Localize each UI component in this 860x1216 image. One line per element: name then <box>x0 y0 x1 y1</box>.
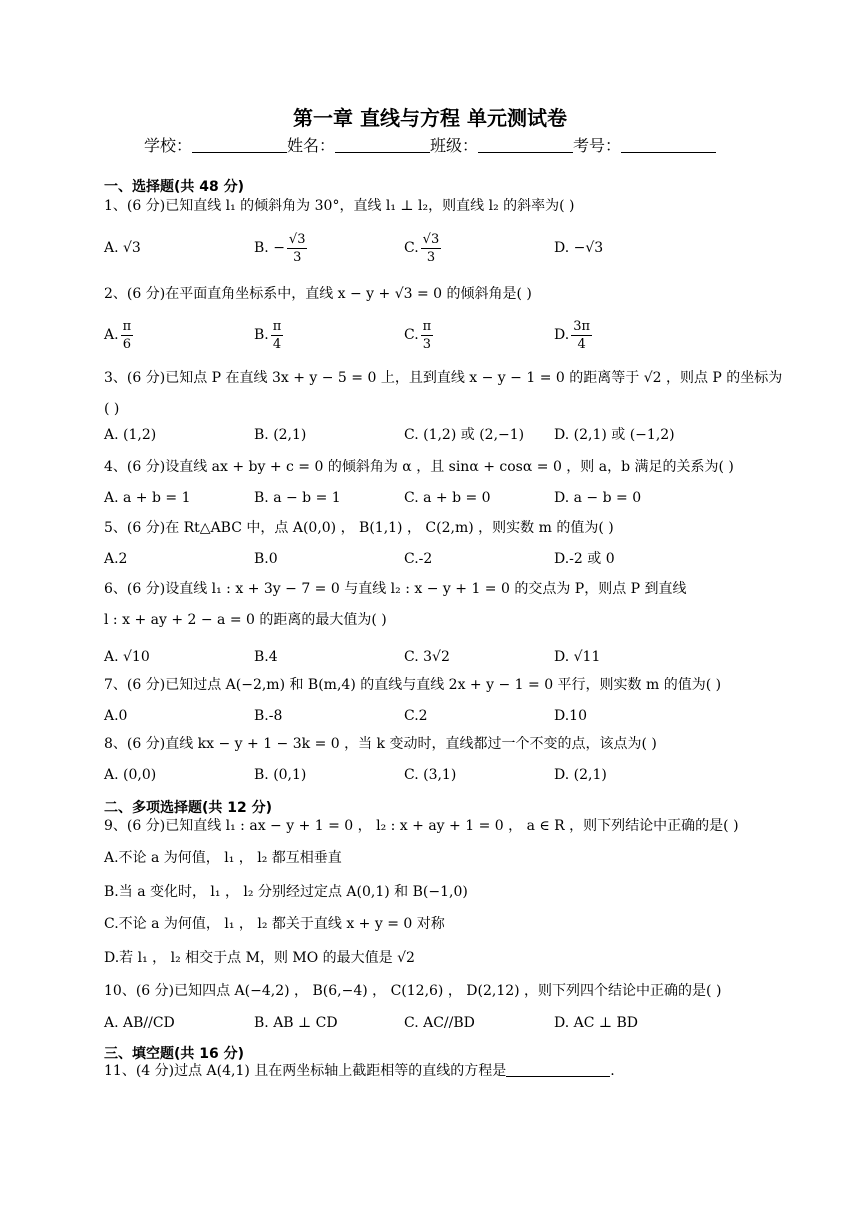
section-2-heading: 二、多项选择题(共 12 分) <box>104 800 273 816</box>
q2-option-b-fraction <box>271 318 284 353</box>
q4-option-b[interactable]: B. a − b = 1 <box>254 490 341 506</box>
exam-no-label: 考号： <box>573 136 622 155</box>
q10-option-b[interactable]: B. AB ⊥ CD <box>254 1015 338 1031</box>
numerator: π <box>272 318 282 334</box>
section-3-heading: 三、填空题(共 16 分) <box>104 1046 245 1062</box>
name-label: 姓名： <box>286 136 335 155</box>
denominator: 3 <box>293 249 302 265</box>
q9-option-a[interactable]: A.不论 a 为何值， l₁ ， l₂ 都互相垂直 <box>104 850 342 866</box>
question-9-stem: 9、(6 分)已知直线 l₁ : ax − y + 1 = 0 ， l₂ : x + ay + 1 = 0 ， a ∈ R ，则下列结论中正确的是( ) <box>104 818 739 834</box>
question-2-options <box>104 317 754 353</box>
question-1-stem: 1、(6 分)已知直线 l₁ 的倾斜角为 30°，直线 l₁ ⊥ l₂，则直线 l₂ 的斜率为( ) <box>104 198 575 214</box>
q2-option-c-prefix: C. <box>404 327 419 343</box>
question-6-stem-cont: l : x + ay + 2 − a = 0 的距离的最大值为( ) <box>104 612 387 628</box>
school-label: 学校： <box>143 136 192 155</box>
q5-option-d[interactable]: D.-2 或 0 <box>554 551 615 567</box>
denominator: 3 <box>426 249 436 265</box>
name-blank[interactable] <box>335 136 430 153</box>
q7-option-a[interactable]: A.0 <box>104 708 128 724</box>
q8-option-b[interactable]: B. (0,1) <box>254 767 307 783</box>
q3-option-c[interactable]: C. (1,2) 或 (2,−1) <box>404 427 525 443</box>
question-1-options <box>104 230 754 266</box>
q2-option-c-fraction <box>421 318 434 353</box>
class-blank[interactable] <box>478 136 573 153</box>
q4-option-c[interactable]: C. a + b = 0 <box>404 490 491 506</box>
q1-option-b[interactable] <box>254 230 307 266</box>
question-7-stem: 7、(6 分)已知过点 A(−2,m) 和 B(m,4) 的直线与直线 2x + y − 1 = 0 平行，则实数 m 的值为( ) <box>104 677 722 693</box>
numerator: √3 <box>422 231 440 247</box>
q2-option-b-prefix: B. <box>254 327 269 343</box>
q8-option-a[interactable]: A. (0,0) <box>104 767 157 783</box>
section-1-heading: 一、选择题(共 48 分) <box>104 179 245 195</box>
q2-option-a[interactable] <box>104 317 133 353</box>
question-8-stem: 8、(6 分)直线 kx − y + 1 − 3k = 0 ，当 k 变动时，直线都过一个不变的点，该点为( ) <box>104 736 657 752</box>
q3-option-b[interactable]: B. (2,1) <box>254 427 307 443</box>
q3-option-a[interactable]: A. (1,2) <box>104 427 157 443</box>
q9-option-d[interactable]: D.若 l₁ ， l₂ 相交于点 M，则 MO 的最大值是 √2 <box>104 950 415 966</box>
q1-option-c-prefix: C. <box>404 240 419 256</box>
q4-option-a[interactable]: A. a + b = 1 <box>104 490 191 506</box>
q6-option-d[interactable]: D. √11 <box>554 649 601 665</box>
q1-option-b-prefix: B. − <box>254 240 285 256</box>
class-label: 班级： <box>430 136 479 155</box>
question-6-stem: 6、(6 分)设直线 l₁ : x + 3y − 7 = 0 与直线 l₂ : x − y + 1 = 0 的交点为 P，则点 P 到直线 <box>104 581 687 597</box>
question-5-stem: 5、(6 分)在 Rt△ABC 中，点 A(0,0) ， B(1,1) ， C(2,m) ，则实数 m 的值为( ) <box>104 520 614 536</box>
numerator: √3 <box>288 231 306 247</box>
q2-option-a-fraction <box>121 318 134 353</box>
q1-option-a[interactable]: A. √3 <box>104 240 141 256</box>
q5-option-a[interactable]: A.2 <box>104 551 128 567</box>
denominator: 4 <box>577 336 586 352</box>
question-2-stem: 2、(6 分)在平面直角坐标系中，直线 x − y + √3 = 0 的倾斜角是( ) <box>104 286 532 302</box>
denominator: 6 <box>122 336 131 352</box>
numerator: π <box>122 318 132 334</box>
q6-option-b[interactable]: B.4 <box>254 649 278 665</box>
exam-no-blank[interactable] <box>621 136 716 153</box>
numerator: π <box>422 318 432 334</box>
q2-option-b[interactable] <box>254 317 283 353</box>
question-10-stem: 10、(6 分)已知四点 A(−4,2) ， B(6,−4) ， C(12,6) ， D(2,12) ，则下列四个结论中正确的是( ) <box>104 983 722 999</box>
page-title: 第一章 直线与方程 单元测试卷 <box>293 106 567 130</box>
q6-option-c[interactable]: C. 3√2 <box>404 649 450 665</box>
school-blank[interactable] <box>192 136 287 153</box>
question-4-stem: 4、(6 分)设直线 ax + by + c = 0 的倾斜角为 α ，且 sinα + cosα = 0 ，则 a，b 满足的关系为( ) <box>104 459 734 475</box>
q10-option-d[interactable]: D. AC ⊥ BD <box>554 1015 639 1031</box>
q2-option-d-fraction <box>571 318 592 353</box>
q5-option-c[interactable]: C.-2 <box>404 551 433 567</box>
q9-option-b[interactable]: B.当 a 变化时， l₁ ， l₂ 分别经过定点 A(0,1) 和 B(−1,0) <box>104 884 468 900</box>
q7-option-d[interactable]: D.10 <box>554 708 587 724</box>
q10-option-a[interactable]: A. AB//CD <box>104 1015 175 1031</box>
question-3-stem: 3、(6 分)已知点 P 在直线 3x + y − 5 = 0 上，且到直线 x − y − 1 = 0 的距离等于 √2 ，则点 P 的坐标为 <box>104 370 783 386</box>
q1-option-c-fraction <box>421 231 442 266</box>
numerator: 3π <box>573 318 591 334</box>
q6-option-a[interactable]: A. √10 <box>104 649 150 665</box>
q11-text: 11、(4 分)过点 A(4,1) 且在两坐标轴上截距相等的直线的方程是 <box>104 1063 507 1079</box>
q7-option-b[interactable]: B.-8 <box>254 708 283 724</box>
student-info-line <box>0 133 860 156</box>
q3-option-d[interactable]: D. (2,1) 或 (−1,2) <box>554 427 675 443</box>
question-3-stem-cont: ( ) <box>104 401 120 417</box>
denominator: 4 <box>272 336 282 352</box>
q2-option-d[interactable] <box>554 317 592 353</box>
q11-end: . <box>610 1063 615 1079</box>
q11-answer-blank[interactable] <box>506 1062 610 1077</box>
q1-option-d[interactable]: D. −√3 <box>554 240 604 256</box>
q1-option-c[interactable] <box>404 230 441 266</box>
question-11-stem <box>104 1061 615 1081</box>
denominator: 3 <box>422 336 432 352</box>
q2-option-a-prefix: A. <box>104 327 119 343</box>
q4-option-d[interactable]: D. a − b = 0 <box>554 490 642 506</box>
q9-option-c[interactable]: C.不论 a 为何值， l₁ ， l₂ 都关于直线 x + y = 0 对称 <box>104 916 445 932</box>
q2-option-d-prefix: D. <box>554 327 570 343</box>
q8-option-c[interactable]: C. (3,1) <box>404 767 457 783</box>
q5-option-b[interactable]: B.0 <box>254 551 278 567</box>
q10-option-c[interactable]: C. AC//BD <box>404 1015 475 1031</box>
q1-option-b-fraction <box>287 231 308 266</box>
q8-option-d[interactable]: D. (2,1) <box>554 767 607 783</box>
q2-option-c[interactable] <box>404 317 433 353</box>
q7-option-c[interactable]: C.2 <box>404 708 428 724</box>
